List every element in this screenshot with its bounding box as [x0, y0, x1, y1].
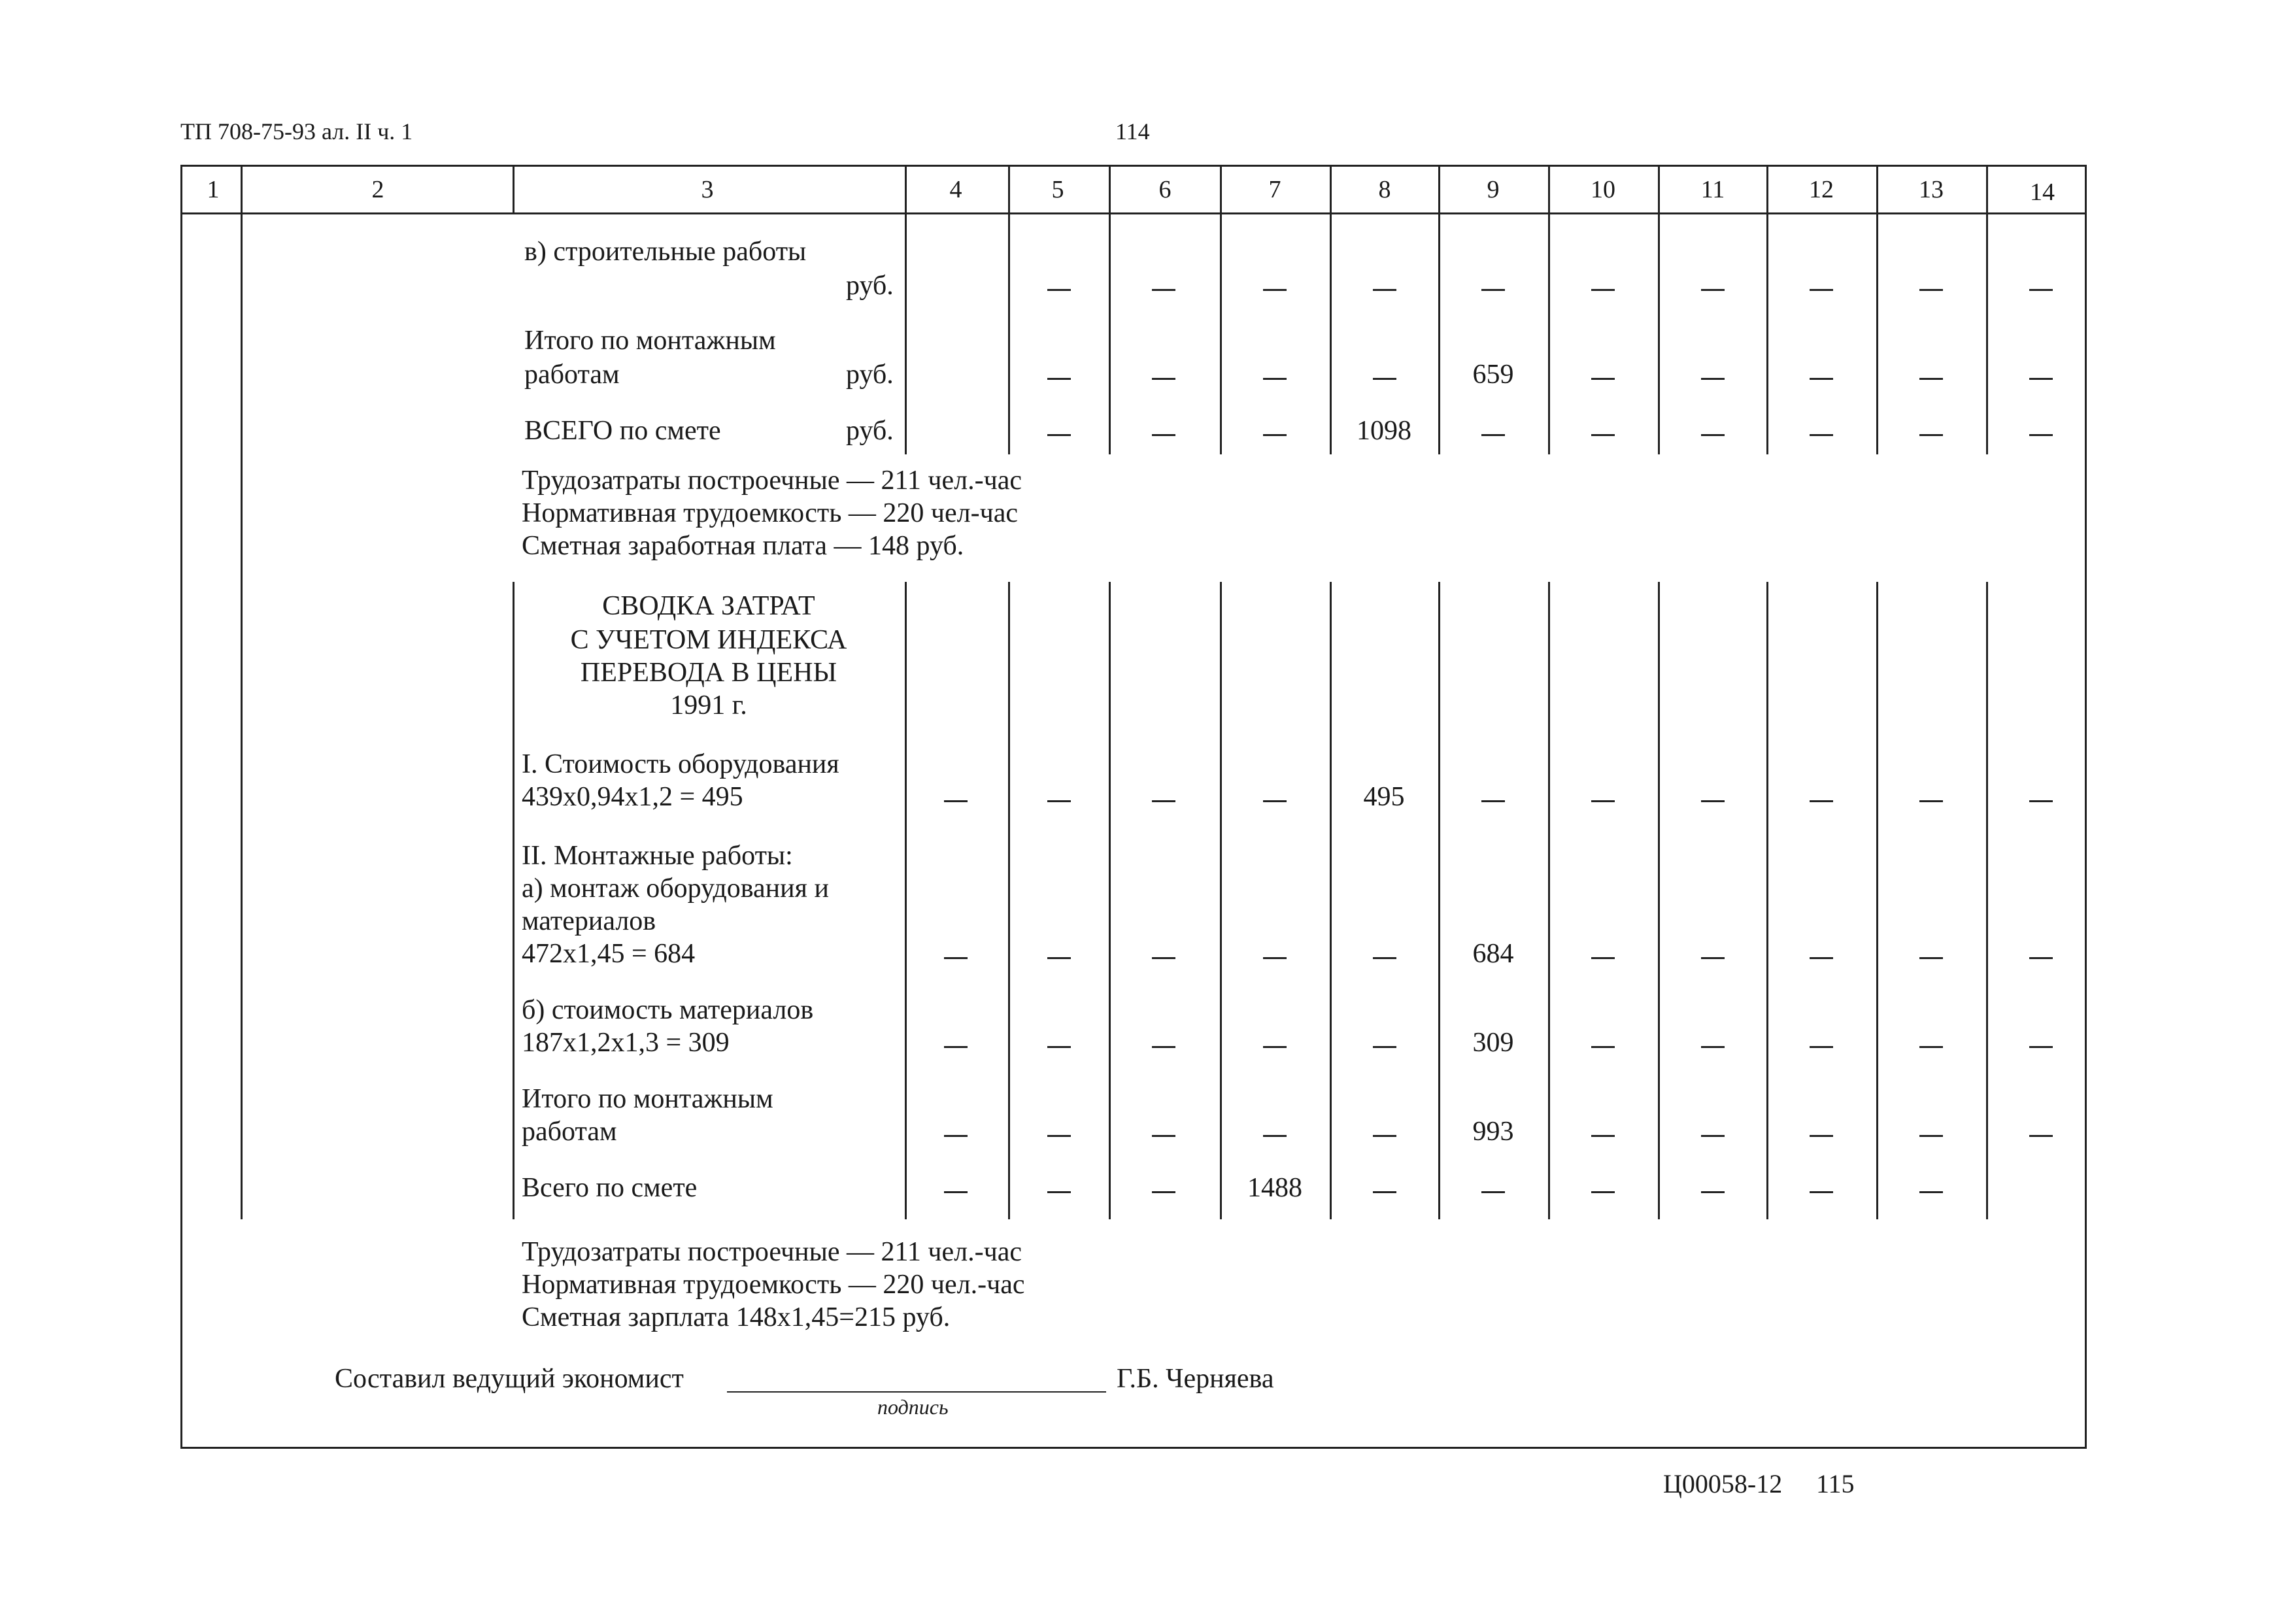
dash [1373, 1191, 1396, 1193]
dash [1810, 800, 1833, 802]
dash [1810, 1046, 1833, 1048]
col-header-3: 3 [701, 176, 714, 203]
footer-code: Ц00058-12 [1663, 1469, 1783, 1498]
dash [1263, 1046, 1287, 1048]
col-divider [1876, 165, 1878, 214]
estimated-salary-note-indexed: Сметная зарплата 148х1,45=215 руб. [522, 1302, 951, 1332]
materials-cost-value: 309 [1472, 1028, 1514, 1058]
dash [1373, 1046, 1396, 1048]
dash [1810, 434, 1833, 436]
dash [2029, 800, 2053, 802]
col-header-6: 6 [1158, 176, 1172, 203]
col-header-9: 9 [1487, 176, 1500, 203]
col-divider [1109, 165, 1111, 214]
col-divider [1986, 582, 1988, 1219]
col-header-2: 2 [371, 176, 384, 203]
col-divider [1008, 582, 1010, 1219]
dash [1047, 289, 1071, 291]
dash [1591, 434, 1615, 436]
col-divider [1766, 582, 1768, 1219]
col-divider [1986, 165, 1988, 214]
col-divider [1109, 582, 1111, 1219]
dash [1263, 1135, 1287, 1137]
dash [1373, 289, 1396, 291]
col-divider [1330, 165, 1332, 214]
col-divider [1008, 212, 1010, 454]
col-header-10: 10 [1591, 176, 1615, 203]
dash [1701, 378, 1725, 380]
dash [1373, 1135, 1396, 1137]
col-divider [1008, 165, 1010, 214]
col-header-4: 4 [949, 176, 962, 203]
row-construction-label: в) строительные работы [524, 237, 807, 267]
col-divider [1658, 212, 1660, 454]
dash [1919, 957, 1943, 959]
col-header-1: 1 [207, 176, 220, 203]
dash [1047, 800, 1071, 802]
col-header-11: 11 [1700, 176, 1725, 203]
dash [944, 1046, 968, 1048]
dash [2029, 1046, 2053, 1048]
row-total-mount-label-1: Итого по монтажным [524, 326, 776, 356]
total-mounting-label-2: работам [522, 1117, 617, 1147]
col-divider [241, 165, 243, 214]
col-divider [1548, 582, 1550, 1219]
dash [944, 957, 968, 959]
row-construction-unit: руб. [846, 271, 894, 301]
dash [1701, 434, 1725, 436]
dash [1481, 289, 1505, 291]
dash [1919, 1135, 1943, 1137]
dash [1152, 378, 1175, 380]
dash [1810, 289, 1833, 291]
col-divider [1220, 212, 1222, 454]
row-grand-total-value: 1098 [1357, 416, 1411, 446]
total-mounting-label-1: Итого по монтажным [522, 1084, 773, 1114]
page-number: 114 [1115, 118, 1150, 144]
dash [1701, 1135, 1725, 1137]
col-divider [905, 165, 907, 214]
dash [1591, 957, 1615, 959]
dash [1919, 289, 1943, 291]
dash [1152, 434, 1175, 436]
col-divider [1220, 165, 1222, 214]
estimate-total-label: Всего по смете [522, 1173, 698, 1203]
dash [1591, 1191, 1615, 1193]
dash [1047, 434, 1071, 436]
mounting-a-formula: 472х1,45 = 684 [522, 939, 696, 969]
dash [1373, 957, 1396, 959]
signature-caption: подпись [877, 1395, 949, 1419]
estimated-wages-note: Сметная заработная плата — 148 руб. [522, 531, 964, 561]
col-divider [1876, 212, 1878, 454]
col-divider [1766, 212, 1768, 454]
dash [1919, 434, 1943, 436]
col-header-8: 8 [1378, 176, 1391, 203]
summary-title-line-1: СВОДКА ЗАТРАТ [602, 591, 815, 621]
dash [1701, 1191, 1725, 1193]
dash [1591, 1135, 1615, 1137]
dash [1152, 1191, 1175, 1193]
col-divider [1876, 582, 1878, 1219]
dash [1919, 1191, 1943, 1193]
dash [1047, 378, 1071, 380]
normative-labor-note: Нормативная трудоемкость — 220 чел-час [522, 498, 1018, 528]
dash [1152, 1046, 1175, 1048]
header-row-divider [180, 212, 2087, 214]
dash [944, 1191, 968, 1193]
col-divider [1658, 582, 1660, 1219]
dash [1481, 800, 1505, 802]
dash [1047, 1135, 1071, 1137]
equipment-cost-label: I. Стоимость оборудования [522, 749, 839, 779]
col-header-14: 14 [2030, 178, 2055, 206]
col-divider [1438, 165, 1440, 214]
dash [1152, 800, 1175, 802]
col-divider [1330, 582, 1332, 1219]
dash [1263, 289, 1287, 291]
summary-title-line-3: ПЕРЕВОДА В ЦЕНЫ [580, 658, 837, 688]
col-divider [1109, 212, 1111, 454]
dash [2029, 1135, 2053, 1137]
col-divider [1220, 582, 1222, 1219]
labor-costs-note: Трудозатраты построечные — 211 чел.-час [522, 465, 1022, 496]
dash [1152, 957, 1175, 959]
dash [1701, 800, 1725, 802]
dash [2029, 434, 2053, 436]
row-grand-total-label: ВСЕГО по смете [524, 416, 721, 446]
mounting-works-heading: II. Монтажные работы: [522, 841, 793, 871]
dash [1701, 1046, 1725, 1048]
dash [1701, 289, 1725, 291]
dash [1919, 378, 1943, 380]
col-divider [1986, 212, 1988, 454]
col-header-12: 12 [1809, 176, 1834, 203]
materials-cost-label: б) стоимость материалов [522, 995, 814, 1025]
col-header-7: 7 [1268, 176, 1281, 203]
dash [1591, 378, 1615, 380]
row-total-mount-label-2: работам [524, 360, 620, 390]
compiler-name: Г.Б. Черняева [1117, 1364, 1274, 1394]
dash [1047, 1046, 1071, 1048]
dash [1810, 1191, 1833, 1193]
dash [1810, 957, 1833, 959]
dash [1810, 378, 1833, 380]
summary-title-line-4: 1991 г. [670, 690, 747, 720]
dash [1263, 434, 1287, 436]
document-reference: ТП 708-75-93 ал. II ч. 1 [180, 118, 413, 144]
dash [944, 800, 968, 802]
estimate-total-value: 1488 [1247, 1173, 1302, 1203]
equipment-cost-value: 495 [1363, 782, 1405, 812]
col-divider [1548, 212, 1550, 454]
col-divider [513, 165, 514, 214]
dash [1919, 1046, 1943, 1048]
dash [1591, 289, 1615, 291]
summary-title-line-2: С УЧЕТОМ ИНДЕКСА [570, 625, 847, 655]
mounting-a-value: 684 [1472, 939, 1514, 969]
dash [1591, 800, 1615, 802]
dash [1701, 957, 1725, 959]
col-divider [1438, 212, 1440, 454]
col-divider [1766, 165, 1768, 214]
row-total-mount-unit: руб. [846, 360, 894, 390]
table-frame [180, 165, 2087, 1449]
labor-costs-note-indexed: Трудозатраты построечные — 211 чел.-час [522, 1237, 1022, 1267]
dash [944, 1135, 968, 1137]
dash [1263, 378, 1287, 380]
dash [1047, 1191, 1071, 1193]
total-mounting-value: 993 [1472, 1117, 1514, 1147]
dash [1152, 289, 1175, 291]
col-divider [905, 212, 907, 454]
col-header-5: 5 [1051, 176, 1064, 203]
equipment-cost-formula: 439х0,94х1,2 = 495 [522, 782, 743, 812]
dash [1263, 957, 1287, 959]
col-divider [1548, 165, 1550, 214]
dash [1481, 434, 1505, 436]
mounting-a-line-2: материалов [522, 906, 656, 936]
dash [1591, 1046, 1615, 1048]
col-header-13: 13 [1919, 176, 1944, 203]
dash [1373, 378, 1396, 380]
signature-line [727, 1391, 1106, 1393]
dash [2029, 378, 2053, 380]
dash [2029, 289, 2053, 291]
dash [1810, 1135, 1833, 1137]
row-grand-total-unit: руб. [846, 416, 894, 446]
col-divider [1658, 165, 1660, 214]
dash [1047, 957, 1071, 959]
materials-cost-formula: 187х1,2х1,3 = 309 [522, 1028, 730, 1058]
dash [1481, 1191, 1505, 1193]
dash [2029, 957, 2053, 959]
dash [1919, 800, 1943, 802]
col-divider [905, 582, 907, 1219]
compiled-by-label: Составил ведущий экономист [335, 1364, 684, 1394]
dash [1263, 800, 1287, 802]
col-divider [241, 212, 243, 1219]
footer-page-number: 115 [1816, 1469, 1855, 1498]
normative-labor-note-indexed: Нормативная трудоемкость — 220 чел.-час [522, 1270, 1025, 1300]
mounting-a-line-1: а) монтаж оборудования и [522, 873, 829, 904]
row-total-mount-value: 659 [1472, 360, 1514, 390]
dash [1152, 1135, 1175, 1137]
